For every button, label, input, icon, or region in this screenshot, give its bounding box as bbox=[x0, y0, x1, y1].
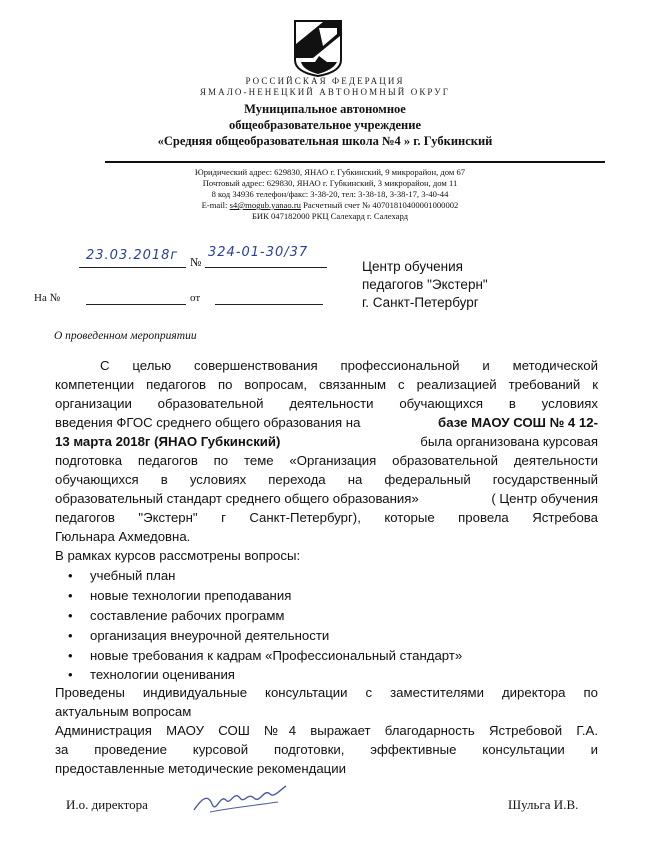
paragraph-line-mixed bbox=[55, 415, 598, 430]
date-line bbox=[79, 267, 186, 268]
paragraph-line: педагогов "Экстерн" г Санкт-Петербург), которые провела Ястребова bbox=[55, 510, 598, 525]
text-run: введения ФГОС среднего общего образования на bbox=[55, 415, 361, 430]
outgoing-number: 324-01-30/37 bbox=[208, 245, 309, 260]
country-name: РОССИЙСКАЯ ФЕДЕРАЦИЯ bbox=[245, 76, 405, 86]
paragraph-line: за проведение курсовой подготовки, эффективные консультации и bbox=[55, 742, 598, 757]
bold-text-run: 13 марта 2018г (ЯНАО Губкинский) bbox=[55, 434, 281, 449]
email-account-line bbox=[120, 200, 540, 210]
topic-list-item: • составление рабочих программ bbox=[90, 608, 610, 623]
bold-text-run: базе МАОУ СОШ № 4 12- bbox=[438, 415, 598, 430]
paragraph-line: обучающихся в условиях перехода на федеральный государственный bbox=[55, 472, 598, 487]
incoming-from-label: от bbox=[190, 292, 201, 304]
org-name-line-2: общеобразовательное учреждение bbox=[229, 118, 421, 132]
paragraph-line: Гюльнара Ахмедовна. bbox=[55, 529, 191, 544]
paragraph-line: актуальным вопросам bbox=[55, 704, 192, 719]
phone-line: 8 код 34936 телефон/факс: 3-38-20, тел: 3-38-18, 3-38-17, 3-40-44 bbox=[211, 189, 449, 199]
header-divider bbox=[105, 161, 605, 163]
municipal-emblem-icon bbox=[293, 18, 343, 78]
paragraph-line: организации образовательной деятельности обучающихся в условиях bbox=[55, 396, 598, 411]
topic-list-item: • учебный план bbox=[90, 568, 610, 583]
recipient-line-2: педагогов "Экстерн" bbox=[362, 277, 488, 292]
letter-subject: О проведенном мероприятии bbox=[54, 330, 197, 342]
topic-list-item: • новые технологии преподавания bbox=[90, 588, 610, 603]
account-number: Расчетный счет № 40701810400001000002 bbox=[303, 200, 459, 210]
paragraph-line: предоставленные методические рекомендации bbox=[55, 761, 346, 776]
paragraph-line: подготовка педагогов по теме «Организация образовательной деятельности bbox=[55, 453, 598, 468]
incoming-from-line bbox=[215, 304, 323, 305]
signatory-name: Шульга И.В. bbox=[508, 797, 579, 812]
topic-list-item: • новые требования к кадрам «Профессиональный стандарт» bbox=[90, 648, 610, 663]
topic-list-item: • технологии оценивания bbox=[90, 667, 610, 682]
recipient-line-3: г. Санкт-Петербург bbox=[362, 295, 479, 310]
legal-address: Юридический адрес: 629830, ЯНАО г. Губкинский, 9 микрорайон, дом 67 bbox=[194, 167, 466, 177]
incoming-number-line bbox=[86, 304, 186, 305]
org-name-line-3: «Средняя общеобразовательная школа №4 » г. Губкинский bbox=[157, 134, 493, 148]
postal-address: Почтовый адрес: 629830, ЯНАО г. Губкинский, 3 микрорайон, дом 11 bbox=[202, 178, 458, 188]
outgoing-number-label: № bbox=[190, 255, 202, 269]
handwritten-signature-icon bbox=[190, 780, 290, 820]
region-name: ЯМАЛО-НЕНЕЦКИЙ АВТОНОМНЫЙ ОКРУГ bbox=[199, 87, 451, 97]
paragraph-line: Администрация МАОУ СОШ №4 выражает благодарность Ястребовой Г.А. bbox=[55, 723, 598, 738]
topics-intro: В рамках курсов рассмотрены вопросы: bbox=[55, 548, 301, 563]
topic-list-item: • организация внеурочной деятельности bbox=[90, 628, 610, 643]
bank-line: БИК 047182000 РКЦ Салехард г. Салехард bbox=[251, 211, 409, 221]
incoming-number-label: На № bbox=[34, 292, 61, 304]
paragraph-line: Проведены индивидуальные консультации с заместителями директора по bbox=[55, 685, 598, 700]
number-line bbox=[205, 267, 327, 268]
paragraph-line-mixed bbox=[55, 491, 598, 506]
signatory-title: И.о. директора bbox=[66, 797, 148, 812]
org-name-line-1: Муниципальное автономное bbox=[244, 102, 406, 116]
text-run: была организована курсовая bbox=[420, 434, 598, 449]
text-run: образовательный стандарт среднего общего образования» bbox=[55, 491, 419, 506]
email-label: E-mail: bbox=[201, 200, 228, 210]
paragraph-line-mixed bbox=[55, 434, 598, 449]
paragraph-line: компетенции педагогов по вопросам, связанным с реализацией требований к bbox=[55, 377, 598, 392]
paragraph-line: С целью совершенствования профессиональной и методической bbox=[100, 358, 598, 373]
text-run: ( Центр обучения bbox=[491, 491, 598, 506]
email-link[interactable]: s4@mogub.yanao.ru bbox=[229, 200, 301, 210]
recipient-line-1: Центр обучения bbox=[362, 259, 463, 274]
outgoing-date: 23.03.2018г bbox=[86, 248, 179, 263]
